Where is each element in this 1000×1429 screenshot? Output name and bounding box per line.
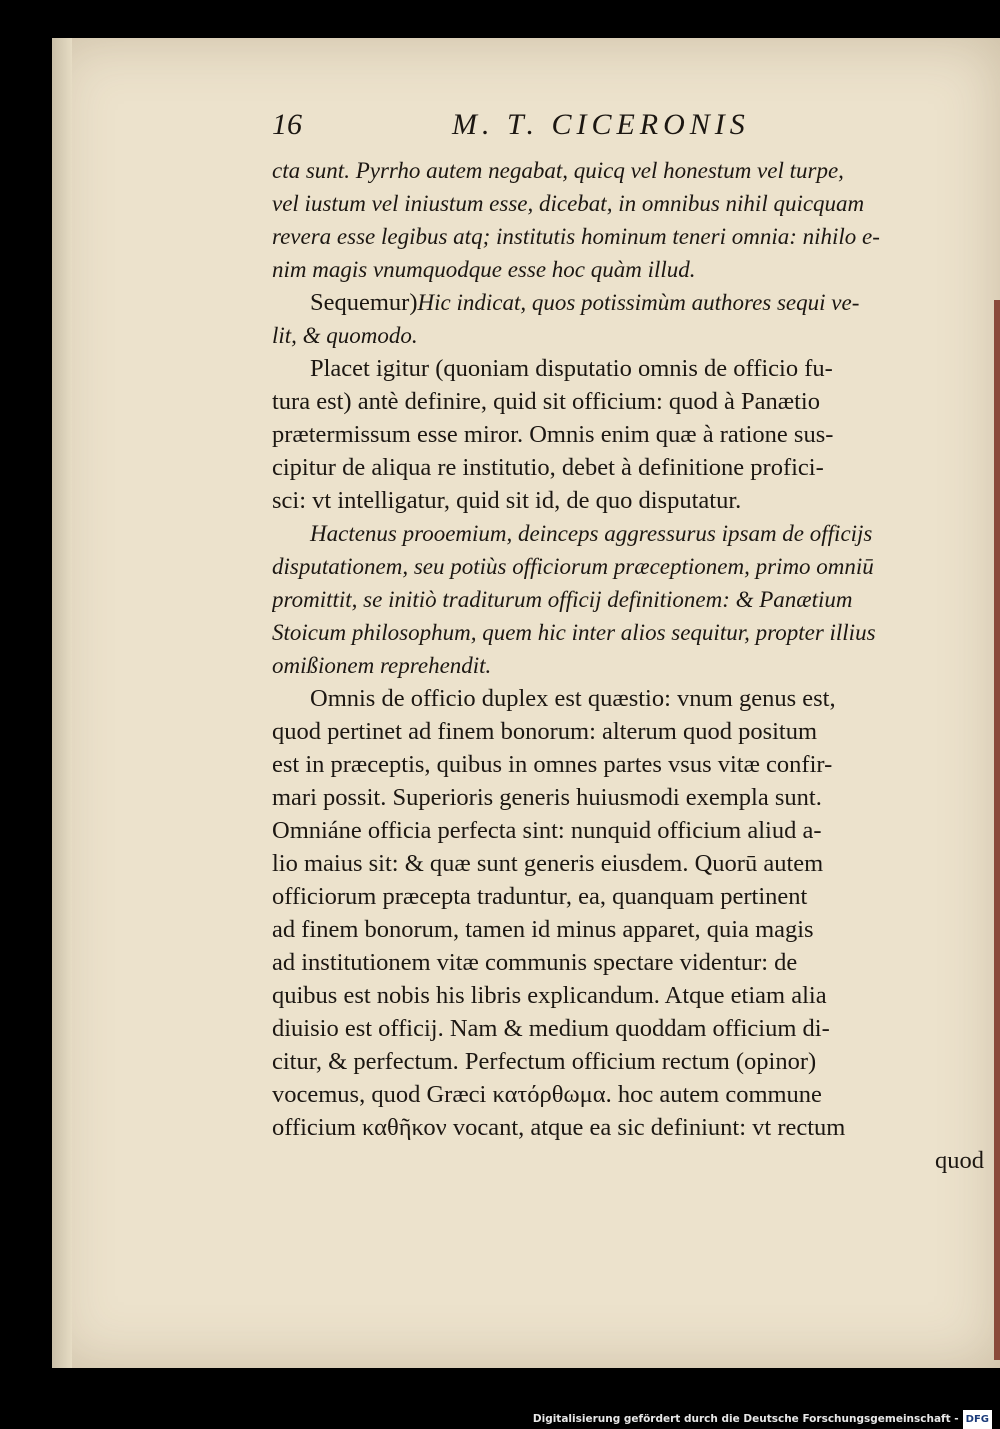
- commentary-pyrrho: [272, 154, 984, 286]
- text-line: citur, & perfectum. Perfectum officium rectum (opinor): [272, 1048, 817, 1075]
- text-line: Stoicum philosophum, quem hic inter alios sequitur, propter illius: [272, 620, 876, 645]
- text-line: disputationem, seu potiùs officiorum præceptionem, primo omniū: [272, 554, 874, 579]
- page-number: 16: [272, 108, 302, 141]
- text-line: vel iustum vel iniustum esse, dicebat, in omnibus nihil quicquam: [272, 191, 865, 216]
- text-line: Omnis de officio duplex est quæstio: vnum genus est,: [310, 685, 836, 712]
- text-line: quibus est nobis his libris explicandum. Atque etiam alia: [272, 982, 827, 1009]
- text-line: sci: vt intelligatur, quid sit id, de quo disputatur.: [272, 487, 742, 514]
- text-line: Hactenus prooemium, deinceps aggressurus ipsam de officijs: [310, 521, 873, 546]
- text-line: prætermissum esse miror. Omnis enim quæ à ratione sus-: [272, 421, 834, 448]
- text-line: promittit, se initiò traditurum officij definitionem: & Panætium: [272, 587, 853, 612]
- text-line: lit, & quomodo.: [272, 323, 418, 348]
- text-line: nim magis vnumquodque esse hoc quàm illud.: [272, 257, 696, 282]
- lemma-gloss: Hic indicat, quos potissimùm authores sequi ve-: [417, 290, 860, 315]
- text-line: mari possit. Superioris generis huiusmodi exempla sunt.: [272, 784, 822, 811]
- text-line: [272, 286, 984, 319]
- lemma-sequemur: [272, 286, 984, 352]
- text-line: est in præceptis, quibus in omnes partes vsus vitæ confir-: [272, 751, 833, 778]
- paragraph-placet: [272, 352, 984, 517]
- text-line: ad finem bonorum, tamen id minus apparet, quia magis: [272, 916, 814, 943]
- page-gutter-edge: [52, 38, 72, 1368]
- text-line: ad institutionem vitæ communis spectare videntur: de: [272, 949, 798, 976]
- commentary-hactenus: [272, 517, 984, 682]
- digitization-note: Digitalisierung gefördert durch die Deutsche Forschungsgemeinschaft -: [532, 1413, 959, 1425]
- dfg-logo: DFG: [963, 1410, 992, 1429]
- text-line: officium καθῆκον vocant, atque ea sic definiunt: vt rectum: [272, 1114, 846, 1141]
- lemma-word: Sequemur): [310, 289, 418, 316]
- text-line: Placet igitur (quoniam disputatio omnis de officio fu-: [310, 355, 833, 382]
- page-header: [272, 108, 984, 154]
- text-line: diuisio est officij. Nam & medium quoddam officium di-: [272, 1015, 830, 1042]
- page-text: [272, 108, 984, 1177]
- text-line: revera esse legibus atq; institutis hominum teneri omnia: nihilo e-: [272, 224, 880, 249]
- paragraph-omnis: [272, 682, 984, 1144]
- text-line: Omniáne officia perfecta sint: nunquid officium aliud a-: [272, 817, 822, 844]
- text-line: tura est) antè definire, quid sit officium: quod à Panætio: [272, 388, 820, 415]
- running-head: M. T. CICERONIS: [452, 108, 750, 141]
- text-line: officiorum præcepta traduntur, ea, quanquam pertinent: [272, 883, 808, 910]
- text-line: omißionem reprehendit.: [272, 653, 492, 678]
- catchword: quod: [935, 1147, 984, 1174]
- digitization-credit: [0, 1410, 1000, 1429]
- text-line: quod pertinet ad finem bonorum: alterum quod positum: [272, 718, 818, 745]
- text-line: cipitur de aliqua re institutio, debet à definitione profici-: [272, 454, 824, 481]
- text-line: lio maius sit: & quæ sunt generis eiusdem. Quorū autem: [272, 850, 824, 877]
- book-edge: [994, 300, 1000, 1360]
- text-line: cta sunt. Pyrrho autem negabat, quicq vel honestum vel turpe,: [272, 158, 844, 183]
- text-line: vocemus, quod Græci κατόρθωμα. hoc autem commune: [272, 1081, 822, 1108]
